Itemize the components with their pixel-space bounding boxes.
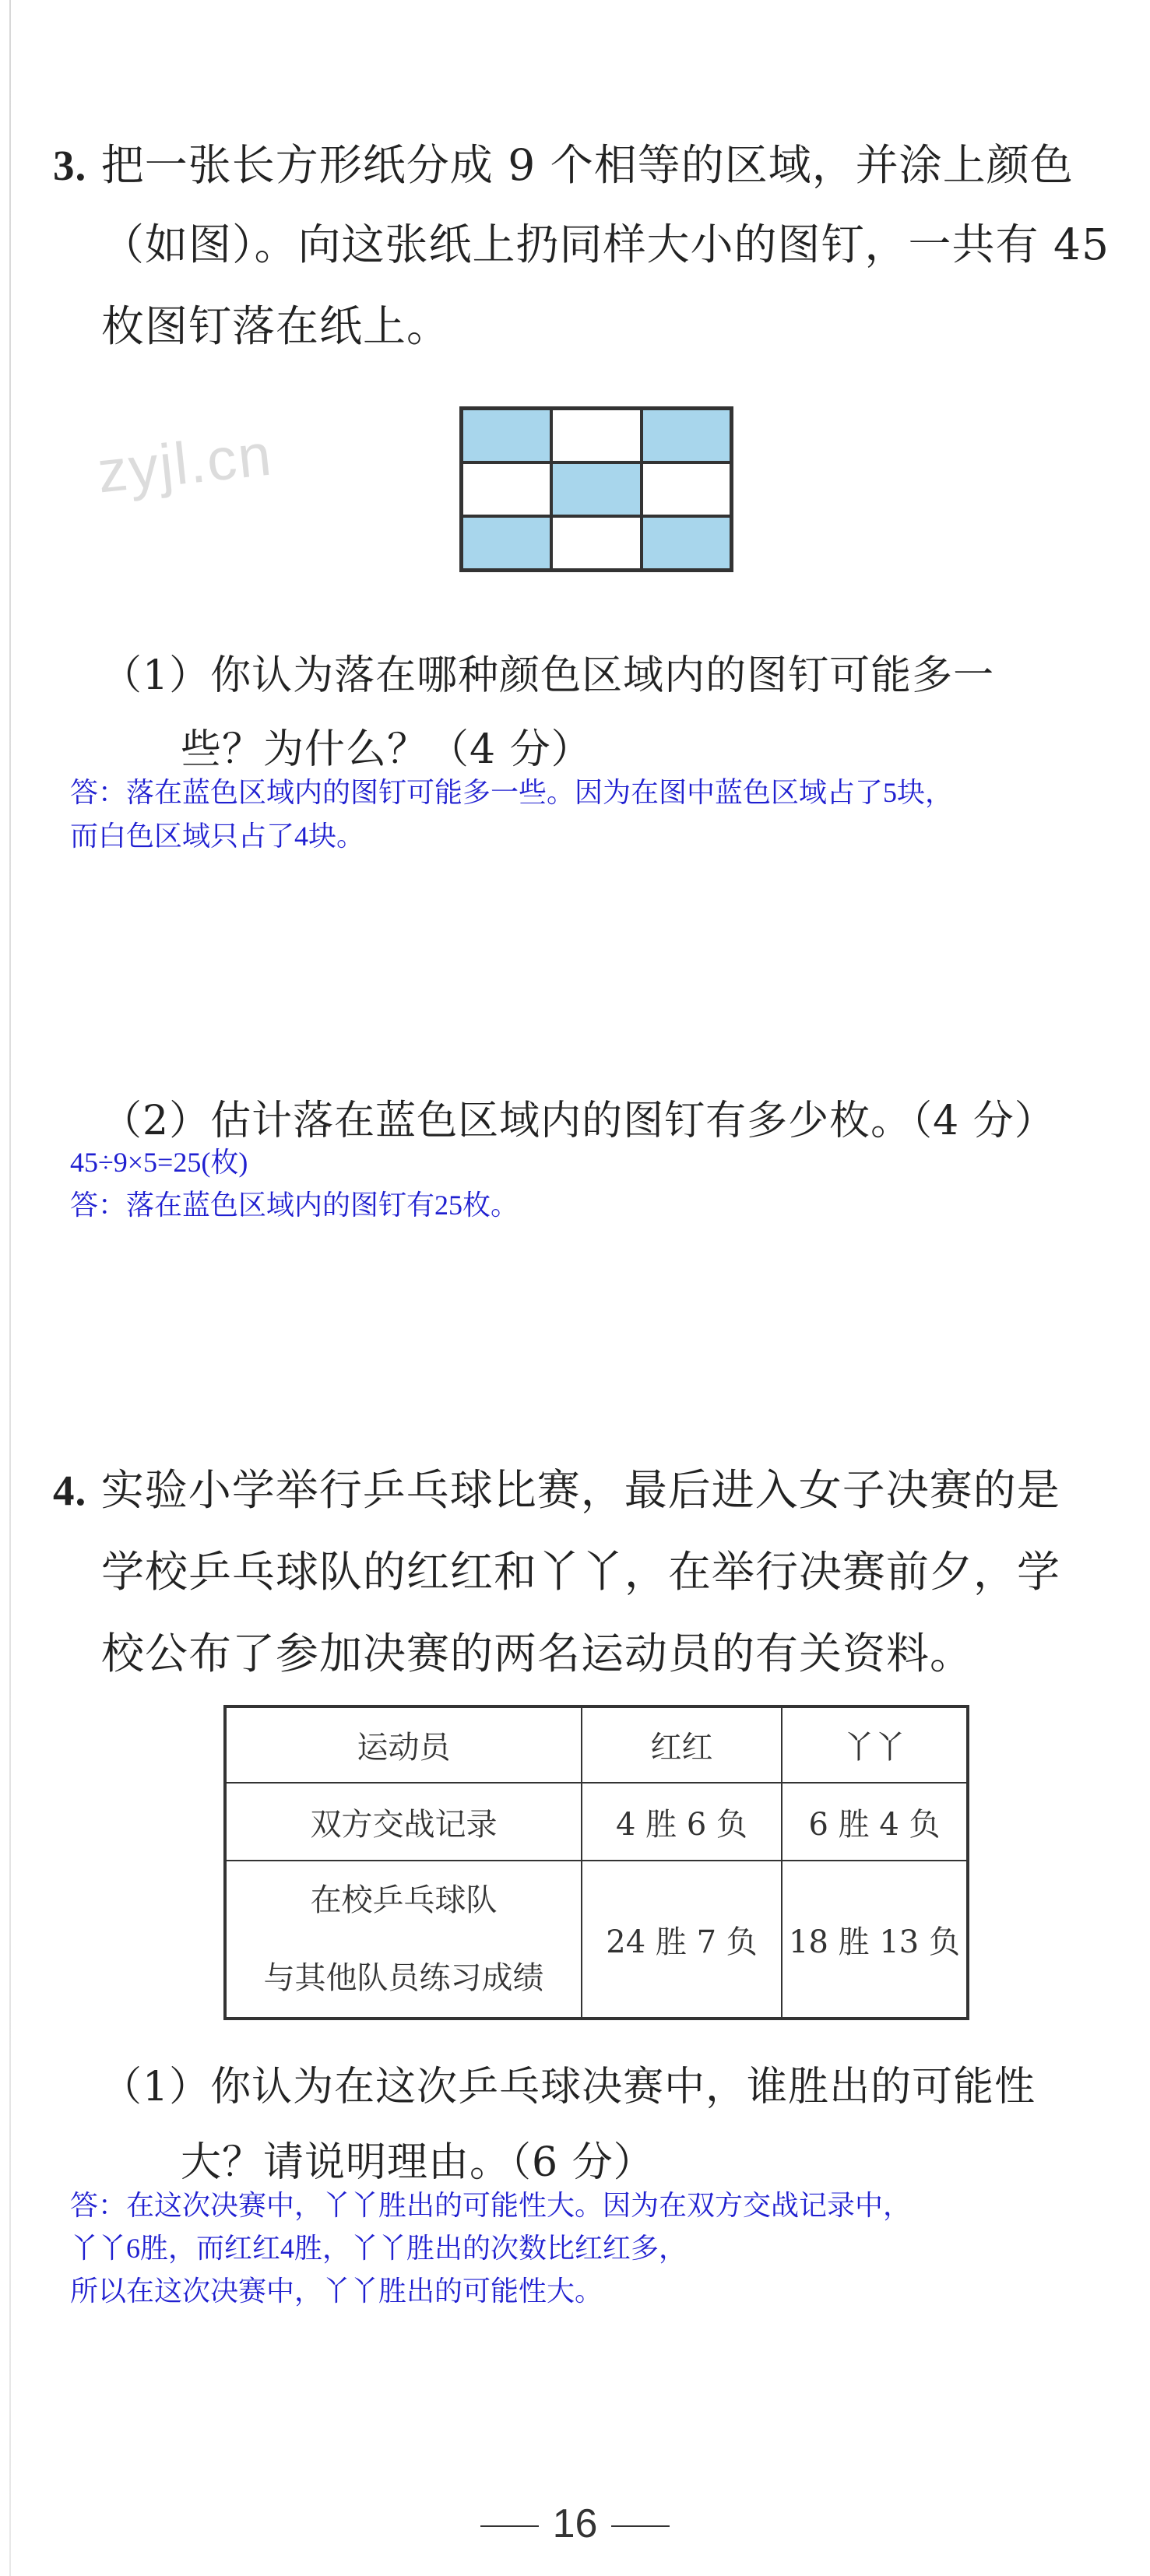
grid-cell-blue (642, 516, 731, 570)
table-row1-yaya: 6 胜 4 负 (782, 1783, 968, 1861)
q3-number: 3. (53, 142, 87, 189)
colored-grid-figure (459, 406, 733, 572)
q3-line1 (53, 131, 1074, 192)
grid-cell-blue (462, 516, 551, 570)
q3-text-line2: （如图）。向这张纸上扔同样大小的图钉，一共有 45 (101, 220, 1110, 269)
table-row2-label-line2: 与其他队员练习成绩 (263, 1960, 544, 1996)
q3-sub1-line1: （1）你认为落在哪种颜色区域内的图钉可能多一 (101, 652, 995, 699)
table-header-row (225, 1706, 968, 1783)
q3-text-line3: 枚图钉落在纸上。 (101, 301, 451, 351)
q3-sub1-answer1: 答：落在蓝色区域内的图钉可能多一些。因为在图中蓝色区域占了5块， (70, 777, 954, 808)
grid-cell-blue (642, 409, 731, 462)
q3-text-line1: 把一张长方形纸分成 9 个相等的区域，并涂上颜色 (100, 140, 1074, 190)
grid-cell-blue (551, 462, 641, 516)
q4-text-line2: 学校乒乓球队的红红和丫丫，在举行决赛前夕，学 (101, 1547, 1061, 1597)
q4-sub1-line1: （1）你认为在这次乒乓球决赛中，谁胜出的可能性 (101, 2064, 1036, 2110)
table-row (225, 1783, 968, 1861)
table-row2-label-line1: 在校乒乓球队 (310, 1882, 498, 1918)
page-number-text: 16 (552, 2501, 598, 2546)
q4-line1 (53, 1456, 1060, 1517)
grid-cell-white (551, 409, 641, 462)
margin-line (9, 0, 11, 2576)
q3-sub2-line1: （2）估计落在蓝色区域内的图钉有多少枚。（4 分） (101, 1098, 1056, 1144)
page-number-dash-left (480, 2525, 539, 2527)
q4-sub1-line2: 大？请说明理由。（6 分） (181, 2139, 655, 2186)
grid-cell-white (642, 462, 731, 516)
table-header-athlete: 运动员 (225, 1706, 582, 1783)
table-row (225, 1861, 968, 2019)
table-row2-yaya: 18 胜 13 负 (782, 1861, 968, 2019)
q4-sub1-answer1: 答：在这次决赛中，丫丫胜出的可能性大。因为在双方交战记录中， (70, 2190, 912, 2221)
table-header-yaya: 丫丫 (782, 1706, 968, 1783)
q4-text-line3: 校公布了参加决赛的两名运动员的有关资料。 (101, 1629, 974, 1678)
grid-cell-white (462, 462, 551, 516)
athlete-record-table (223, 1705, 969, 2020)
grid-cell-white (551, 516, 641, 570)
page-number (0, 2500, 1150, 2547)
page-number-dash-right (611, 2525, 670, 2527)
q4-sub1-answer3: 所以在这次决赛中，丫丫胜出的可能性大。 (70, 2276, 603, 2307)
watermark: zyjl.cn (94, 421, 276, 506)
table-row1-honghong: 4 胜 6 负 (582, 1783, 782, 1861)
q4-text-line1: 实验小学举行乒乓球比赛，最后进入女子决赛的是 (100, 1465, 1060, 1515)
table-row1-label: 双方交战记录 (225, 1783, 582, 1861)
table-row2-label (225, 1861, 582, 2019)
q4-sub1-answer2: 丫丫6胜，而红红4胜，丫丫胜出的次数比红红多， (70, 2233, 688, 2264)
q3-sub2-answer1: 45÷9×5=25(枚) (70, 1147, 248, 1178)
grid-cell-blue (462, 409, 551, 462)
q4-number: 4. (53, 1467, 87, 1514)
q3-sub1-line2: 些？为什么？（4 分） (181, 726, 593, 773)
q3-sub1-answer2: 而白色区域只占了4块。 (70, 821, 365, 852)
table-row2-honghong: 24 胜 7 负 (582, 1861, 782, 2019)
q3-sub2-answer2: 答：落在蓝色区域内的图钉有25枚。 (70, 1190, 519, 1221)
table-header-honghong: 红红 (582, 1706, 782, 1783)
